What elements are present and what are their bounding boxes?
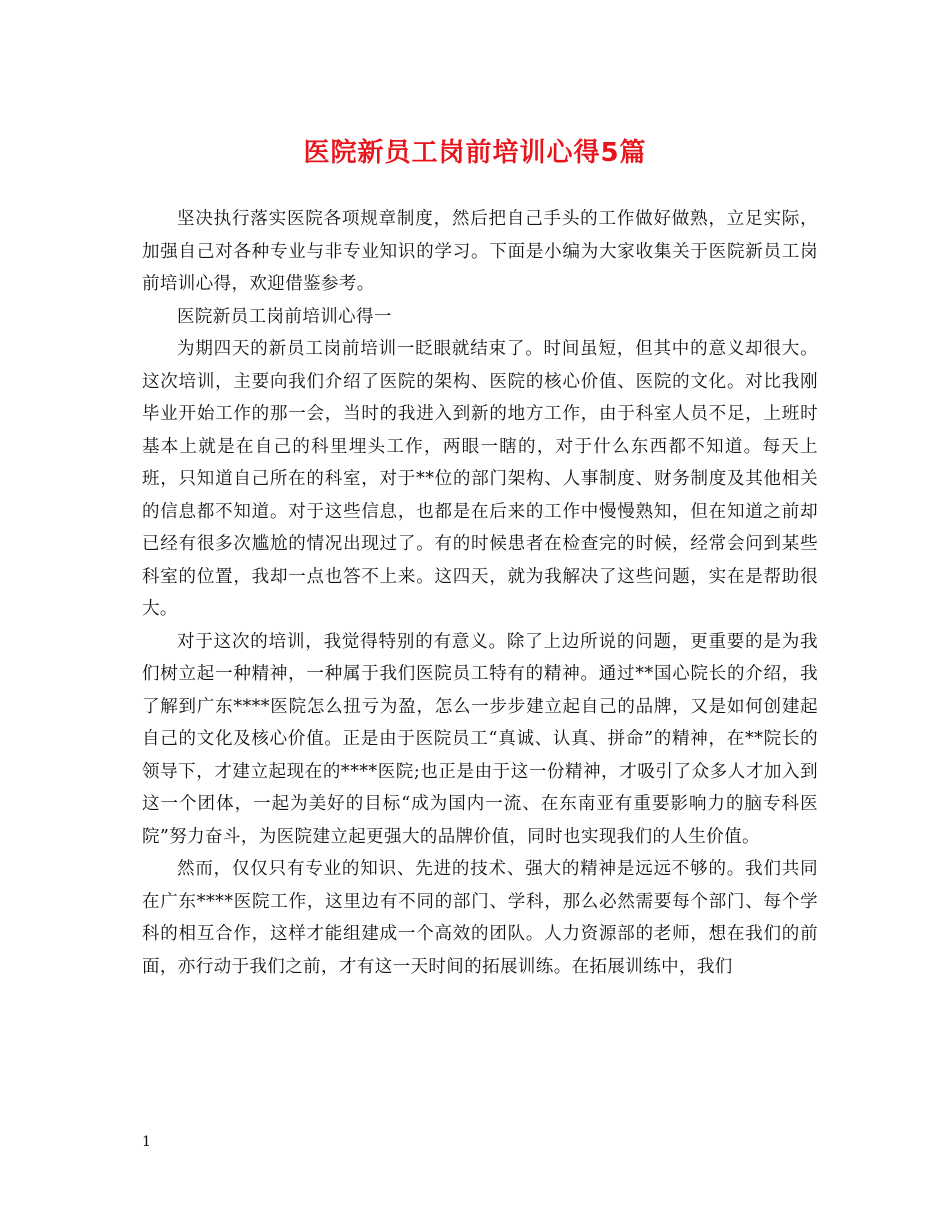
document-title: 医院新员工岗前培训心得5篇 — [303, 138, 647, 168]
body-paragraph: 为期四天的新员工岗前培训一眨眼就结束了。时间虽短，但其中的意义却很大。这次培训，主要向我们介绍了医院的架构、医院的核心价值、医院的文化。对比我刚毕业开始工作的那一会，当时的我进入到新的地方工作，由于科室人员不足，上班时基本上就是在自己的科里埋头工作，两眼一瞎的，对于什么东西都不知道。每天上班，只知道自己所在的科室，对于**位的部门架构、人事制度、财务制度及其他相关的信息都不知道。对于这些信息，也都是在后来的工作中慢慢熟知，但在知道之前却已经有很多次尴尬的情况出现过了。有的时候患者在检查完的时候，经常会问到某些科室的位置，我却一点也答不上来。这四天，就为我解决了这些问题，实在是帮助很大。 — [142, 339, 818, 619]
intro-paragraph: 坚决执行落实医院各项规章制度，然后把自己手头的工作做好做熟，立足实际，加强自己对各种专业与非专业知识的学习。下面是小编为大家收集关于医院新员工岗前培训心得，欢迎借鉴参考。 — [142, 209, 818, 294]
body-paragraph: 对于这次的培训，我觉得特别的有意义。除了上边所说的问题，更重要的是为我们树立起一种精神，一种属于我们医院员工特有的精神。通过**国心院长的介绍，我了解到广东****医院怎么扭亏为盈，怎么一步步建立起自己的品牌，又是如何创建起自己的文化及核心价值。正是由于医院员工“真诚、认真、拼命”的精神，在**院长的领导下，才建立起现在的****医院;也正是由于这一份精神，才吸引了众多人才加入到这一个团体，一起为美好的目标“成为国内一流、在东南亚有重要影响力的脑专科医院”努力奋斗，为医院建立起更强大的品牌价值，同时也实现我们的人生价值。 — [142, 631, 818, 847]
document-body — [142, 203, 818, 983]
body-paragraph: 然而，仅仅只有专业的知识、先进的技术、强大的精神是远远不够的。我们共同在广东****医院工作，这里边有不同的部门、学科，那么必然需要每个部门、每个学科的相互合作，这样才能组建成一个高效的团队。人力资源部的老师，想在我们的前面，亦行动于我们之前，才有这一天时间的拓展训练。在拓展训练中，我们 — [142, 859, 818, 977]
page-number: 1 — [142, 1134, 151, 1150]
section-heading: 医院新员工岗前培训心得一 — [177, 306, 392, 327]
